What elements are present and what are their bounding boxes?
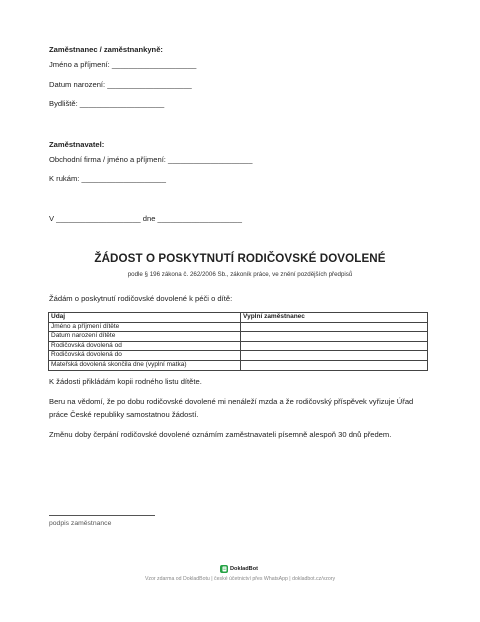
table-header-cell: Vyplní zaměstnanec [241,313,428,323]
table-header-row [49,313,428,323]
place-date-field: V ____________________ dne ____________________ [49,214,242,223]
employee-heading: Zaměstnanec / zaměstnankyně: [49,45,163,54]
document-subtitle: podle § 196 zákona č. 262/2006 Sb., zákoník práce, ve znění pozdějších předpisů [127,271,353,278]
note-text-line-2: práce České republiky samostatnou žádostí. [49,410,199,419]
table-label-cell: Rodičovská dovolená do [49,351,241,361]
table-row [49,332,428,342]
employee-name-field: Jméno a příjmení: ____________________ [49,60,197,69]
request-table [48,312,428,371]
table-value-cell[interactable] [241,360,428,370]
change-notice-text: Změnu doby čerpání rodičovské dovolené oznámím zaměstnavateli písemně alespoň 30 dnů předem. [49,430,392,439]
request-text: Žádám o poskytnutí rodičovské dovolené k péči o dítě: [49,294,233,303]
attachment-text: K žádosti přikládám kopii rodného listu dítěte. [49,377,202,386]
employee-birth-date-field: Datum narození: ____________________ [49,80,192,89]
employer-attention-field: K rukám: ____________________ [49,174,166,183]
table-row [49,322,428,332]
signature-label: podpis zaměstnance [49,520,112,527]
document-title: ŽÁDOST O POSKYTNUTÍ RODIČOVSKÉ DOVOLENÉ [94,252,386,265]
table-row [49,341,428,351]
employee-address-field: Bydliště: ____________________ [49,99,165,108]
logo-text: DokladBot [230,565,258,572]
table-label-cell: Rodičovská dovolená od [49,341,241,351]
table-value-cell[interactable] [241,341,428,351]
table-label-cell: Datum narození dítěte [49,332,241,342]
table-value-cell[interactable] [241,351,428,361]
footer-text: Vzor zdarma od DokladBotu | české účetnictví přes WhatsApp | dokladbot.cz/vzory [144,576,336,582]
dokladbot-logo [220,563,258,574]
table-value-cell[interactable] [241,332,428,342]
table-row [49,360,428,370]
document-icon [220,565,228,573]
signature-line [49,515,155,516]
employer-heading: Zaměstnavatel: [49,140,105,149]
table-header-cell: Údaj [49,313,241,323]
note-text-line-1: Beru na vědomí, že po dobu rodičovské dovolené mi nenáleží mzda a že rodičovský příspěvek vyřizuje Úřad [49,397,414,406]
table-label-cell: Mateřská dovolená skončila dne (vyplní matka) [49,360,241,370]
table-row [49,351,428,361]
table-label-cell: Jméno a příjmení dítěte [49,322,241,332]
employer-company-field: Obchodní firma / jméno a příjmení: ____________________ [49,155,253,164]
table-value-cell[interactable] [241,322,428,332]
